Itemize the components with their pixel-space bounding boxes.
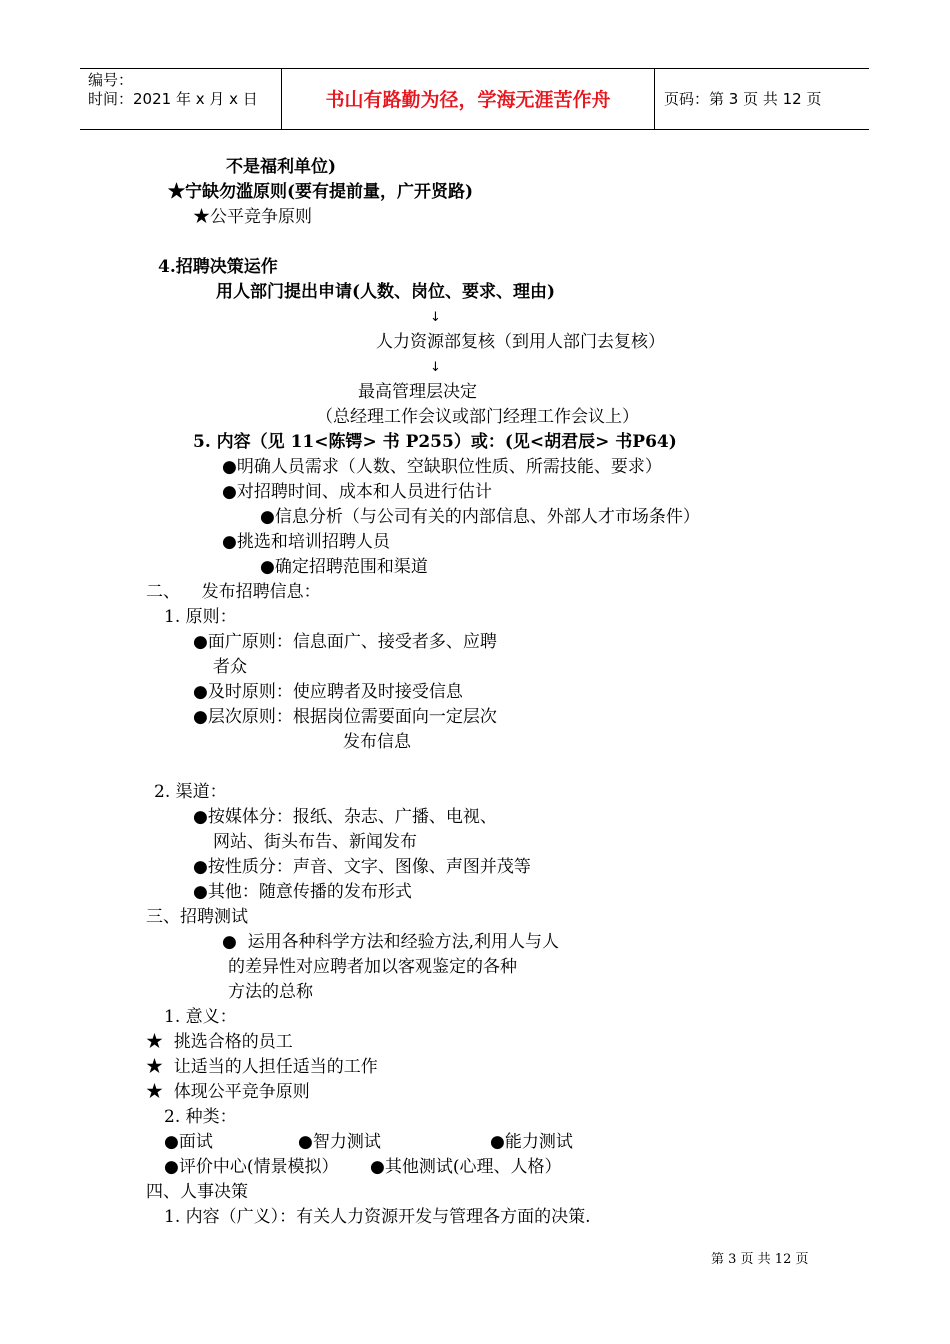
section-heading: 二、 发布招聘信息：	[146, 582, 321, 602]
text-line: 最高管理层决定	[358, 382, 477, 402]
text-line: 1. 内容（广义）：有关人力资源开发与管理各方面的决策.	[164, 1207, 591, 1227]
header-left	[88, 71, 258, 109]
down-arrow-icon: ↓	[430, 360, 441, 375]
subsection-heading: 1. 意义：	[164, 1007, 237, 1027]
number-label: 编号：	[88, 71, 134, 89]
list-item: ●能力测试	[490, 1132, 573, 1152]
list-item: ●其他测试(心理、人格）	[370, 1157, 562, 1177]
section-heading: 4.招聘决策运作	[158, 257, 278, 277]
list-item: ★ 挑选合格的员工	[146, 1032, 293, 1052]
time-label: 时间：2021 年 x 月 x 日	[88, 90, 258, 108]
text-line: （总经理工作会议或部门经理工作会议上）	[316, 407, 639, 427]
page-header	[80, 68, 869, 130]
page-footer: 第 3 页 共 12 页	[711, 1252, 809, 1267]
text-line: 方法的总称	[228, 982, 313, 1002]
list-item: ●信息分析（与公司有关的内部信息、外部人才市场条件）	[260, 507, 700, 527]
list-item: ★ 体现公平竞争原则	[146, 1082, 310, 1102]
text-line: 者众	[213, 657, 247, 677]
list-item: ● 运用各种科学方法和经验方法,利用人与人	[222, 932, 560, 952]
list-item: ●按性质分：声音、文字、图像、声图并茂等	[193, 857, 531, 877]
list-item: ●确定招聘范围和渠道	[260, 557, 428, 577]
list-item: ●对招聘时间、成本和人员进行估计	[222, 482, 492, 502]
list-item: ●面广原则：信息面广、接受者多、应聘	[193, 632, 497, 652]
section-heading: 三、招聘测试	[146, 907, 248, 927]
header-page-info: 页码：第 3 页 共 12 页	[664, 90, 822, 108]
text-line: 不是福利单位)	[226, 157, 337, 177]
list-item: ●面试	[164, 1132, 213, 1152]
subsection-heading: 2. 种类：	[164, 1107, 237, 1127]
list-item: ●及时原则：使应聘者及时接受信息	[193, 682, 463, 702]
list-item: ●挑选和培训招聘人员	[222, 532, 390, 552]
list-item: ●评价中心(情景模拟）	[164, 1157, 339, 1177]
text-line: 发布信息	[343, 732, 411, 752]
text-line: 的差异性对应聘者加以客观鉴定的各种	[228, 957, 517, 977]
subsection-heading: 2. 渠道：	[154, 782, 227, 802]
list-item: ●智力测试	[298, 1132, 381, 1152]
list-item: ●按媒体分：报纸、杂志、广播、电视、	[193, 807, 497, 827]
text-line: 网站、街头布告、新闻发布	[213, 832, 417, 852]
down-arrow-icon: ↓	[430, 310, 441, 325]
text-line: ★公平竞争原则	[193, 207, 312, 227]
list-item: ●明确人员需求（人数、空缺职位性质、所需技能、要求）	[222, 457, 662, 477]
text-line: 用人部门提出申请(人数、岗位、要求、理由)	[216, 282, 556, 302]
section-heading: 5. 内容（见 11<陈锷> 书 P255）或：(见<胡君辰> 书P64)	[193, 432, 677, 452]
text-line: 人力资源部复核（到用人部门去复核）	[376, 332, 665, 352]
subsection-heading: 1. 原则：	[164, 607, 237, 627]
list-item: ●其他：随意传播的发布形式	[193, 882, 412, 902]
header-motto: 书山有路勤为径，学海无涯苦作舟	[325, 89, 611, 111]
list-item: ●层次原则：根据岗位需要面向一定层次	[193, 707, 497, 727]
text-line: ★宁缺勿滥原则(要有提前量，广开贤路)	[168, 182, 474, 202]
header-divider	[654, 69, 655, 129]
section-heading: 四、人事决策	[146, 1182, 248, 1202]
list-item: ★ 让适当的人担任适当的工作	[146, 1057, 378, 1077]
